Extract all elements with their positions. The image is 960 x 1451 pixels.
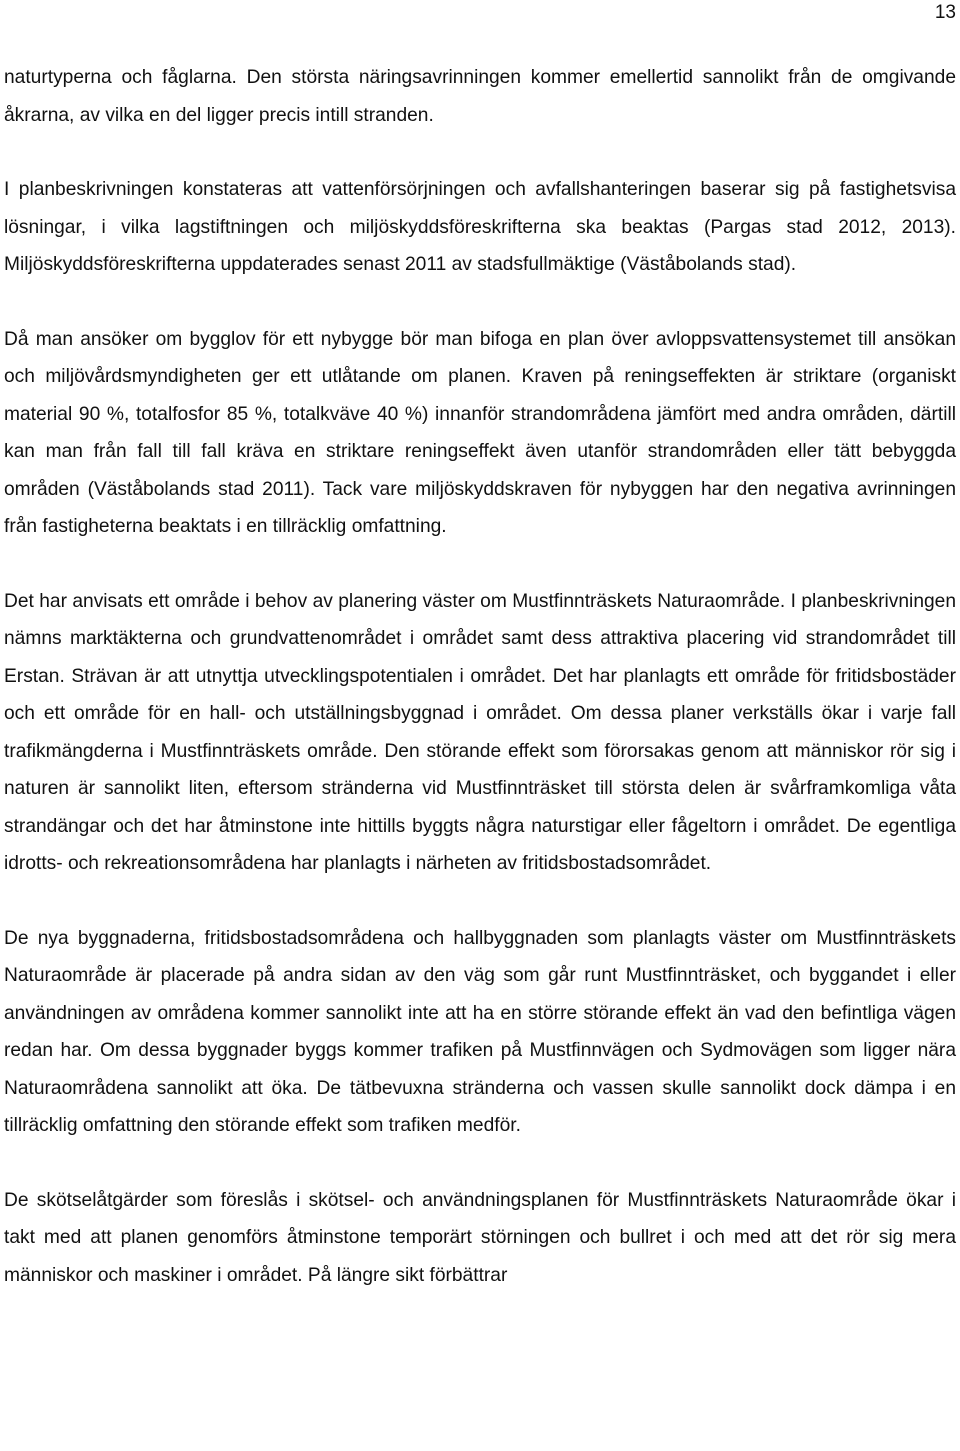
- paragraph-4: Det har anvisats ett område i behov av planering väster om Mustfinnträskets Naturaområde. I planbeskrivningen nämns marktäkterna och grundvattenområdet i området samt dess attraktiva placering vid strandområdet till Erstan. Strävan är att utnyttja utvecklingspotentialen i området. Det har planlagts ett område för fritidsbostäder och ett område för en hall- och utställningsbyggnad i området. Om dessa planer verkställs ökar i varje fall trafikmängderna i Mustfinnträskets område. Den störande effekt som förorsakas genom att människor rör sig i naturen är sannolikt liten, eftersom stränderna vid Mustfinnträsket till största delen är svårframkomliga våta strandängar och det har åtminstone inte hittills byggts några naturstigar eller fågeltorn i området. De egentliga idrotts- och rekreationsområdena har planlagts i närheten av fritidsbostadsområdet.: [4, 590, 956, 874]
- paragraph-1: naturtyperna och fåglarna. Den största näringsavrinningen kommer emellertid sannolikt från de omgivande åkrarna, av vilka en del ligger precis intill stranden.: [4, 67, 956, 126]
- page-number: 13: [934, 2, 956, 23]
- paragraph-2: I planbeskrivningen konstateras att vattenförsörjningen och avfallshanteringen baserar sig på fastighetsvisa lösningar, i vilka lagstiftningen och miljöskyddsföreskrifterna ska beaktas (Pargas stad 2012, 2013). Miljöskyddsföreskrifterna uppdaterades senast 2011 av stadsfullmäktige (Väståbolands stad).: [4, 179, 956, 275]
- paragraph-5: De nya byggnaderna, fritidsbostadsområdena och hallbyggnaden som planlagts väster om Mustfinnträskets Naturaområde är placerade på andra sidan av den väg som går runt Mustfinnträsket, och byggandet i eller användningen av områdena kommer sannolikt inte att ha en större störande effekt än vad den befintliga vägen redan har. Om dessa byggnader byggs kommer trafiken på Mustfinnvägen och Sydmovägen som ligger nära Naturaområdena sannolikt att öka. De tätbevuxna stränderna och vassen skulle sannolikt dock dämpa i en tillräcklig omfattning den störande effekt som trafiken medför.: [4, 927, 956, 1136]
- document-body: [4, 59, 956, 1294]
- paragraph-6: De skötselåtgärder som föreslås i skötsel- och användningsplanen för Mustfinnträskets Naturaområde ökar i takt med att planen genomförs åtminstone temporärt störningen och bullret i och med att det rör sig mera människor och maskiner i området. På längre sikt förbättrar: [4, 1189, 956, 1286]
- paragraph-3: Då man ansöker om bygglov för ett nybygge bör man bifoga en plan över avloppsvattensystemet till ansökan och miljövårdsmyndigheten ger ett utlåtande om planen. Kraven på reningseffekten är striktare (organiskt material 90 %, totalfosfor 85 %, totalkväve 40 %) innanför strandområdena jämfört med andra områden, därtill kan man från fall till fall kräva en striktare reningseffekt även utanför strandområden eller tätt bebyggda områden (Väståbolands stad 2011). Tack vare miljöskyddskraven för nybyggen har den negativa avrinningen från fastigheterna beaktats i en tillräcklig omfattning.: [4, 328, 956, 537]
